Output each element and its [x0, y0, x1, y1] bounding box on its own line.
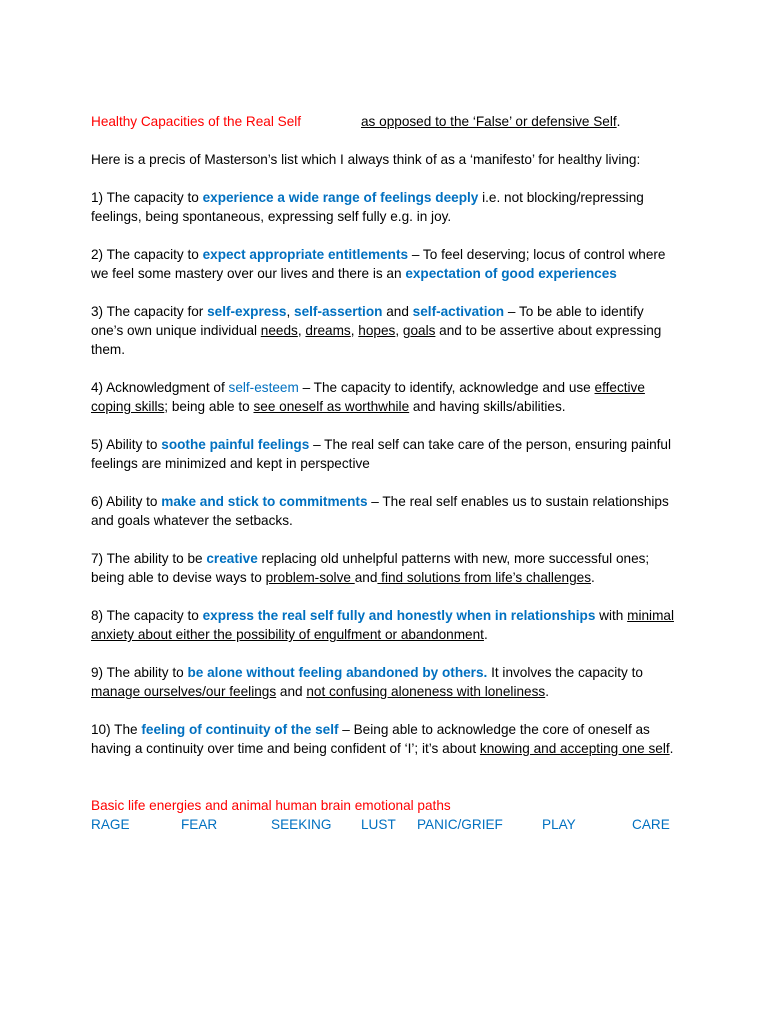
emotions-list	[91, 815, 681, 834]
capacity-item-8: 8) The capacity to express the real self fully and honestly when in relationships with minimal anxiety about either the possibility of engulfment or abandonment.	[91, 608, 674, 642]
capacity-highlight: expect appropriate entitlements	[202, 247, 409, 262]
heading-subtitle: as opposed to the ‘False’ or defensive Self.	[361, 114, 621, 129]
capacity-highlight: be alone without feeling abandoned by others.	[187, 665, 488, 680]
emotion-care: CARE	[632, 817, 670, 832]
document-heading	[91, 112, 681, 131]
intro-paragraph: Here is a precis of Masterson’s list which I always think of as a ‘manifesto’ for healthy living:	[91, 152, 641, 167]
emotion-lust: LUST	[361, 817, 396, 832]
capacity-highlight: self-assertion	[294, 304, 383, 319]
capacity-highlight: feeling of continuity of the self	[141, 722, 339, 737]
capacity-item-10: 10) The feeling of continuity of the self – Being able to acknowledge the core of oneself as having a continuity over time and being confident of ‘I’; it’s about knowing and accepting one self.	[91, 722, 674, 756]
emotion-seeking: SEEKING	[271, 817, 332, 832]
emotion-fear: FEAR	[181, 817, 218, 832]
capacity-item-7: 7) The ability to be creative replacing old unhelpful patterns with new, more successful ones; being able to devise ways to problem-solve and find solutions from life’s challenges.	[91, 551, 650, 585]
capacity-highlight: expectation of good experiences	[405, 266, 617, 281]
emotion-play: PLAY	[542, 817, 576, 832]
capacity-highlight: soothe painful feelings	[161, 437, 310, 452]
capacity-item-6: 6) Ability to make and stick to commitments – The real self enables us to sustain relationships and goals whatever the setbacks.	[91, 494, 669, 528]
capacity-highlight: express the real self fully and honestly when in relationships	[202, 608, 596, 623]
document-page	[91, 112, 681, 834]
capacity-highlight: self-express	[207, 304, 287, 319]
capacity-item-9: 9) The ability to be alone without feeling abandoned by others. It involves the capacity to manage ourselves/our feelings and not confusing aloneness with loneliness.	[91, 665, 643, 699]
capacity-item-2: 2) The capacity to expect appropriate entitlements – To feel deserving; locus of control where we feel some mastery over our lives and there is an expectation of good experiences	[91, 247, 666, 281]
emotion-panic-grief: PANIC/GRIEF	[417, 817, 503, 832]
emotions-heading: Basic life energies and animal human brain emotional paths	[91, 798, 451, 813]
emotion-rage: RAGE	[91, 817, 130, 832]
capacity-item-1: 1) The capacity to experience a wide range of feelings deeply i.e. not blocking/repressing feelings, being spontaneous, expressing self fully e.g. in joy.	[91, 190, 644, 224]
capacity-highlight: experience a wide range of feelings deeply	[202, 190, 479, 205]
capacity-item-3: 3) The capacity for self-express, self-assertion and self-activation – To be able to identify one’s own unique individual needs, dreams, hopes, goals and to be assertive about expressing them.	[91, 304, 662, 357]
capacity-highlight: self-activation	[412, 304, 505, 319]
capacity-item-4: 4) Acknowledgment of self-esteem – The capacity to identify, acknowledge and use effective coping skills; being able to see oneself as worthwhile and having skills/abilities.	[91, 380, 645, 414]
heading-title: Healthy Capacities of the Real Self	[91, 114, 302, 129]
capacity-highlight: creative	[206, 551, 258, 566]
capacity-highlight: self-esteem	[228, 380, 299, 395]
capacity-item-5: 5) Ability to soothe painful feelings – The real self can take care of the person, ensuring painful feelings are minimized and kept in perspective	[91, 437, 672, 471]
capacity-highlight: make and stick to commitments	[161, 494, 368, 509]
